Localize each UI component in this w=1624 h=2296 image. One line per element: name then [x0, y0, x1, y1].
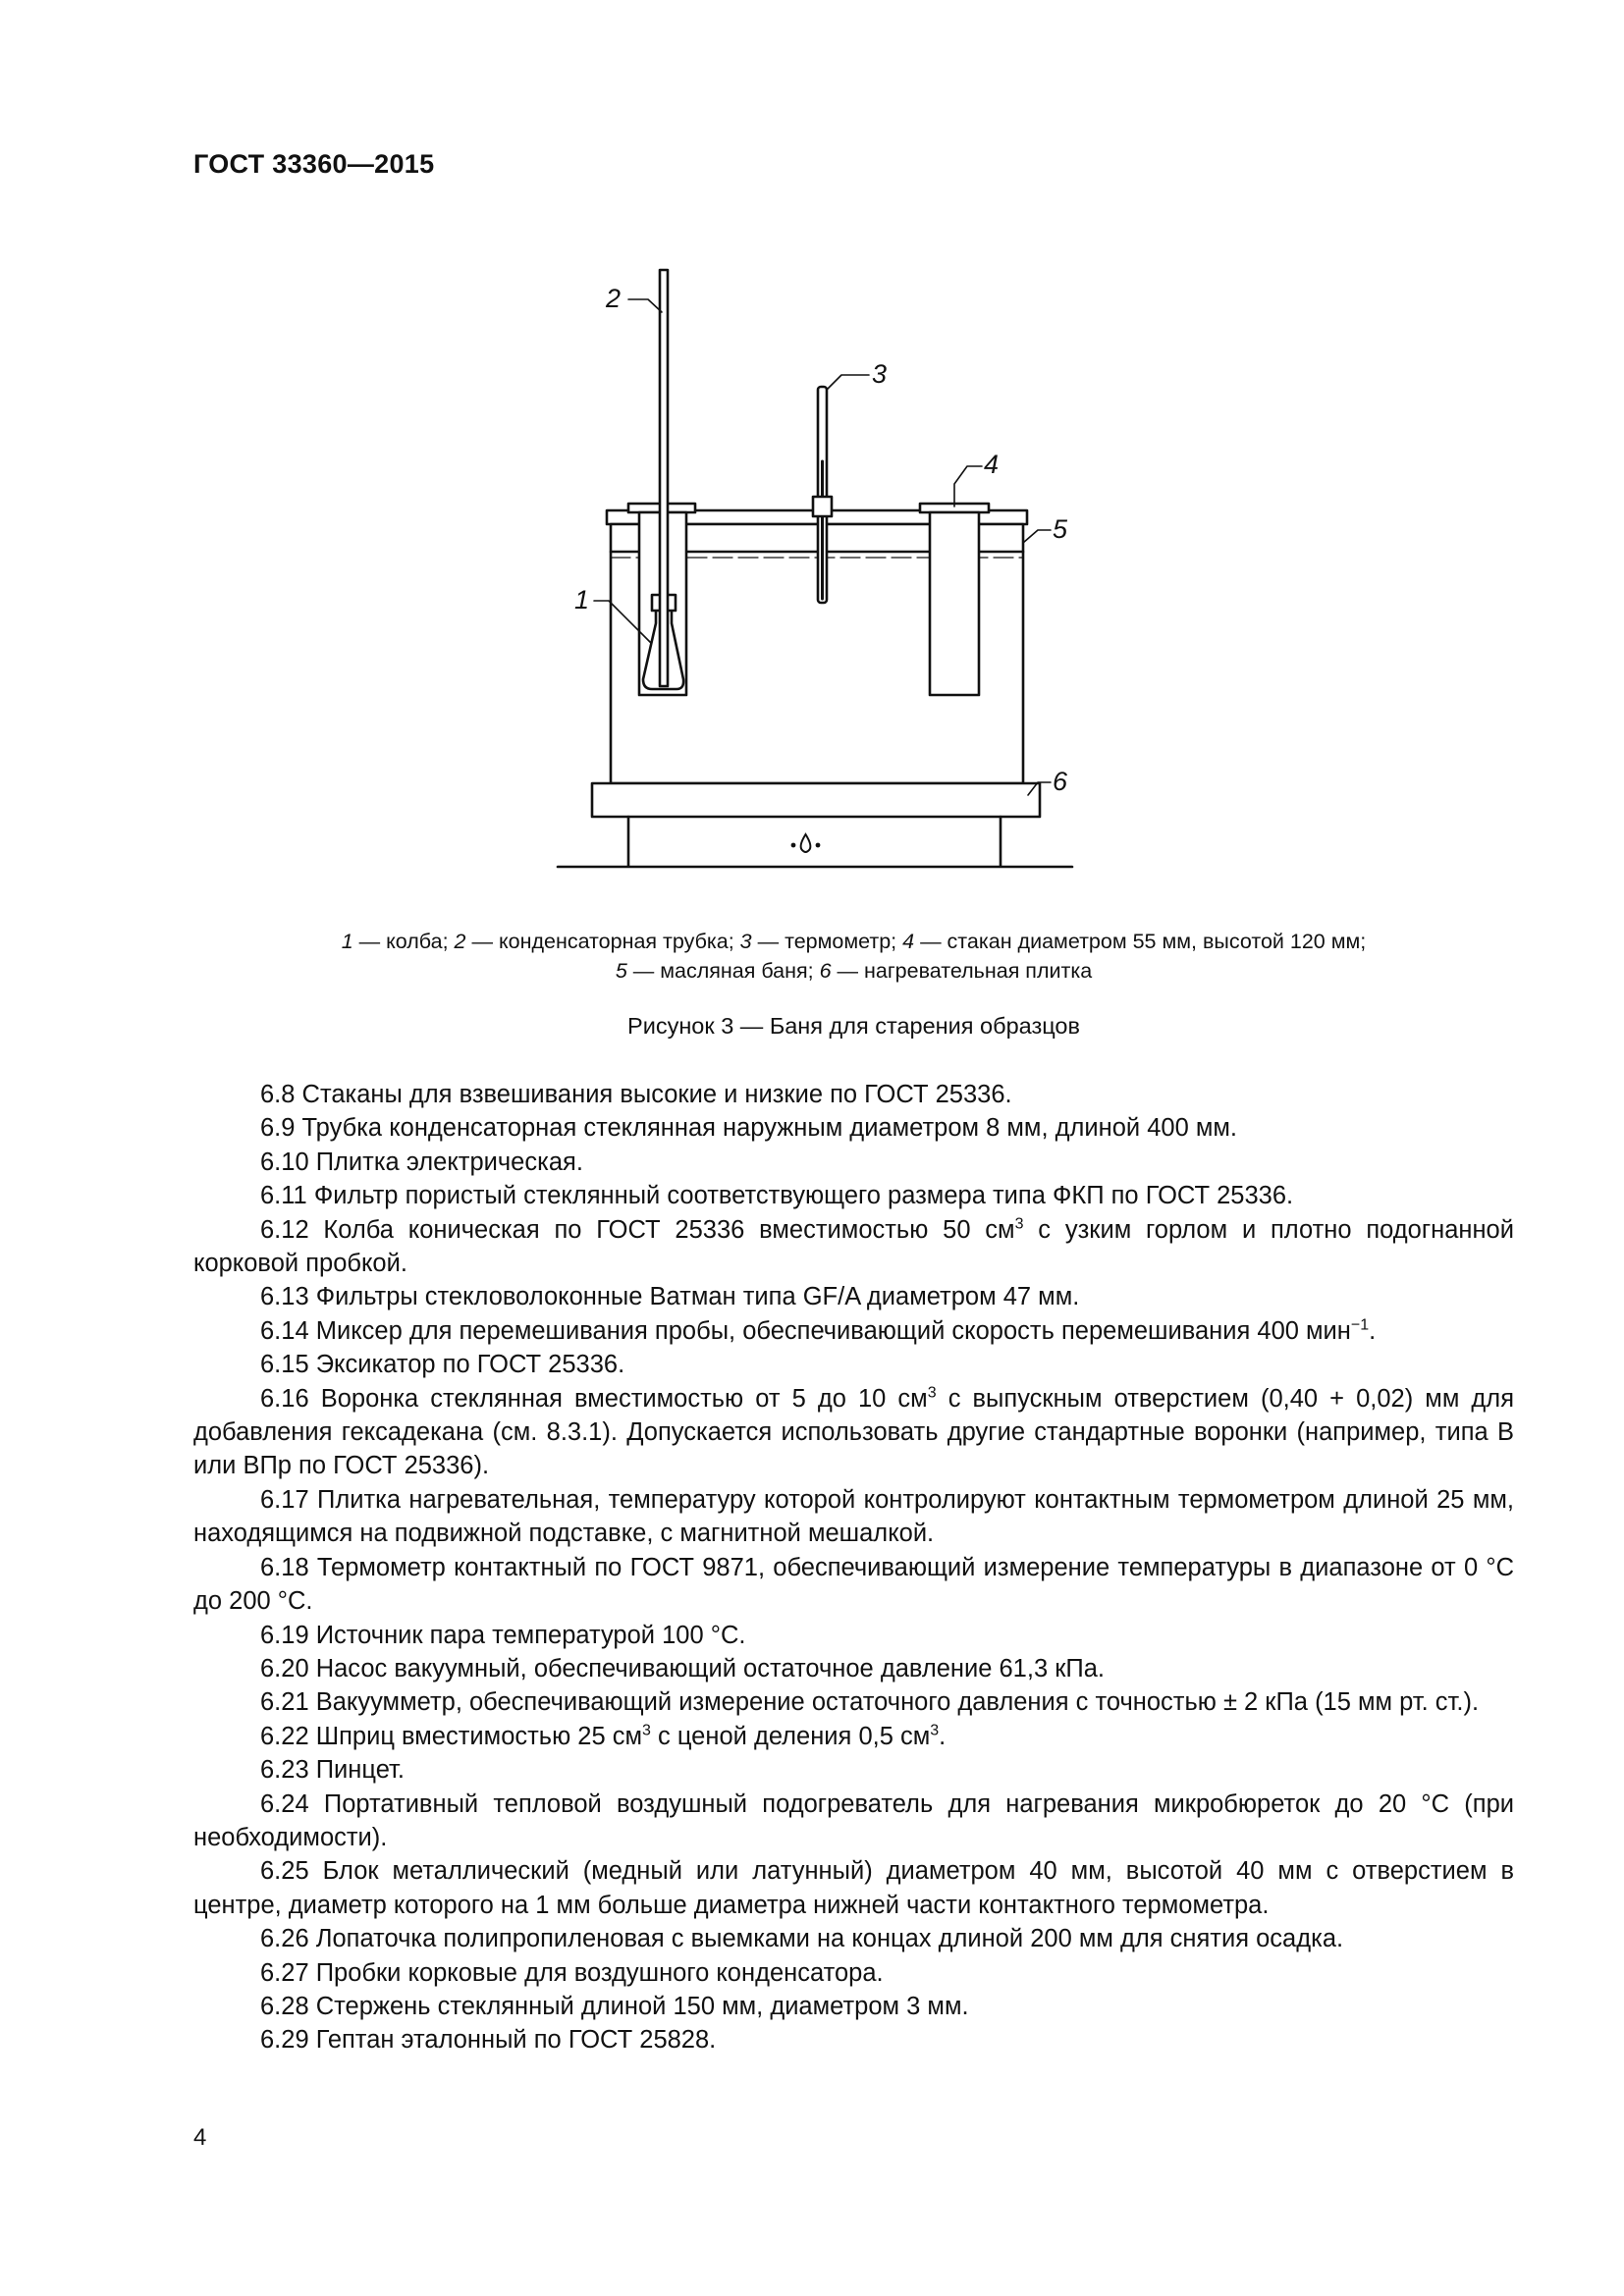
legend-number: 1: [341, 930, 353, 953]
heating-plate: [592, 783, 1040, 817]
callout-5: 5: [1053, 514, 1068, 544]
list-item: [193, 1922, 1514, 1955]
paragraph-text: .: [1369, 1316, 1377, 1345]
legend-line-2: [193, 956, 1514, 986]
callout-leader-4: [954, 466, 982, 507]
heating-symbol-icon: [791, 834, 821, 852]
list-item: [193, 1382, 1514, 1483]
list-item: [193, 1685, 1514, 1719]
paragraph-text: 6.16 Воронка стеклянная вместимостью от 5 до 10 см: [260, 1384, 928, 1413]
paragraph-text: 6.8 Стаканы для взвешивания высокие и низкие по ГОСТ 25336.: [260, 1081, 1012, 1108]
legend-line-1: [193, 927, 1514, 956]
legend-text: — колба;: [352, 930, 455, 953]
list-item: [193, 1956, 1514, 1990]
list-item: [193, 1483, 1514, 1551]
condenser-tube: [660, 270, 668, 686]
figure-legend: [193, 927, 1514, 986]
legend-text: — масляная баня;: [626, 959, 820, 983]
paragraph-text: 6.20 Насос вакуумный, обеспечивающий остаточное давление 61,3 кПа.: [260, 1654, 1105, 1682]
paragraph-text: 6.22 Шприц вместимостью 25 см: [260, 1722, 643, 1750]
legend-text: — нагревательная плитка: [831, 959, 1093, 983]
legend-text: — термометр;: [751, 930, 903, 953]
legend-number: 5: [615, 959, 627, 983]
list-item: [193, 1652, 1514, 1685]
paragraph-text: с ценой деления 0,5 см: [650, 1722, 931, 1750]
list-item: [193, 2023, 1514, 2056]
legend-number: 2: [454, 930, 466, 953]
superscript: 3: [930, 1722, 940, 1739]
paragraph-text: 6.25 Блок металлический (медный или латунный) диаметром 40 мм, высотой 40 мм с отверстием в центре, диаметр которого на 1 мм больше диаметра нижней части контактного термометра.: [193, 1857, 1514, 1919]
figure-aging-bath: [550, 245, 1139, 883]
paragraph-text: 6.24 Портативный тепловой воздушный подогреватель для нагревания микробюреток до 20 °С (при необходимости).: [193, 1789, 1514, 1851]
paragraph-text: 6.28 Стержень стеклянный длиной 150 мм, диаметром 3 мм.: [260, 1992, 969, 2020]
paragraph-text: 6.11 Фильтр пористый стеклянный соответствующего размера типа ФКП по ГОСТ 25336.: [260, 1182, 1294, 1210]
legend-text: — конденсаторная трубка;: [465, 930, 740, 953]
paragraph-text: 6.12 Колба коническая по ГОСТ 25336 вместимостью 50 см: [260, 1215, 1015, 1244]
page-number: 4: [193, 2124, 207, 2151]
callout-6: 6: [1053, 767, 1068, 796]
list-item: [193, 1619, 1514, 1652]
list-item: [193, 1348, 1514, 1381]
callout-3: 3: [872, 359, 888, 389]
paragraph-text: 6.27 Пробки корковые для воздушного конденсатора.: [260, 1958, 884, 1987]
callout-4: 4: [984, 450, 1000, 479]
list-item: [193, 1753, 1514, 1787]
legend-number: 3: [739, 930, 752, 953]
callout-leader-2: [628, 299, 662, 312]
callout-2: 2: [606, 284, 622, 313]
paragraph-text: 6.21 Вакуумметр, обеспечивающий измерение остаточного давления с точностью ± 2 кПа (15 мм рт. ст.).: [260, 1688, 1480, 1717]
list-item: [193, 1078, 1514, 1111]
paragraph-text: 6.10 Плитка электрическая.: [260, 1148, 583, 1176]
superscript: 3: [1014, 1215, 1024, 1233]
aging-bath-diagram: [550, 245, 1139, 883]
equipment-list: [193, 1078, 1514, 2057]
paragraph-text: 6.18 Термометр контактный по ГОСТ 9871, обеспечивающий измерение температуры в диапазоне от 0 °С до 200 °С.: [193, 1553, 1514, 1616]
list-item: [193, 1280, 1514, 1313]
list-item: [193, 1720, 1514, 1753]
paragraph-text: с выпускным отверстием (0,40 + 0,02) мм для добавления гексадекана (см. 8.3.1). Допускается использовать другие стандартные воронки (например, типа В или ВПр по ГОСТ 25336).: [193, 1384, 1514, 1480]
paragraph-text: 6.9 Трубка конденсаторная стеклянная наружным диаметром 8 мм, длиной 400 мм.: [260, 1114, 1238, 1143]
list-item: [193, 1551, 1514, 1619]
thermometer-clamp: [813, 497, 832, 516]
list-item: [193, 1314, 1514, 1348]
paragraph-text: 6.15 Эксикатор по ГОСТ 25336.: [260, 1351, 625, 1379]
callout-leader-5: [1023, 530, 1051, 543]
callout-1: 1: [574, 585, 590, 614]
paragraph-text: 6.29 Гептан эталонный по ГОСТ 25828.: [260, 2026, 717, 2055]
paragraph-text: 6.13 Фильтры стекловолоконные Ватман типа GF/A диаметром 47 мм.: [260, 1283, 1080, 1311]
legend-number: 4: [902, 930, 915, 953]
cup-right: [930, 512, 979, 695]
superscript: 3: [642, 1722, 651, 1739]
paragraph-text: 6.23 Пинцет.: [260, 1756, 405, 1785]
paragraph-text: 6.14 Миксер для перемешивания пробы, обеспечивающий скорость перемешивания 400 мин: [260, 1316, 1351, 1345]
list-item: [193, 1854, 1514, 1922]
list-item: [193, 1990, 1514, 2023]
list-item: [193, 1146, 1514, 1179]
list-item: [193, 1213, 1514, 1281]
paragraph-text: .: [939, 1722, 947, 1750]
list-item: [193, 1179, 1514, 1212]
paragraph-text: с узким горлом и плотно подогнанной корковой пробкой.: [193, 1215, 1514, 1278]
callout-leader-3: [827, 375, 869, 390]
paragraph-text: 6.26 Лопаточка полипропиленовая с выемками на концах длиной 200 мм для снятия осадка.: [260, 1925, 1344, 1953]
list-item: [193, 1111, 1514, 1145]
document-code: ГОСТ 33360—2015: [193, 149, 435, 179]
figure-caption: Рисунок 3 — Баня для старения образцов: [627, 1013, 1080, 1039]
superscript: 3: [927, 1384, 937, 1402]
paragraph-text: 6.17 Плитка нагревательная, температуру которой контролируют контактным термометром длиной 25 мм, находящимся на подвижной подставке, с магнитной мешалкой.: [193, 1485, 1514, 1548]
superscript: −1: [1350, 1316, 1370, 1334]
legend-number: 6: [819, 959, 832, 983]
list-item: [193, 1788, 1514, 1855]
paragraph-text: 6.19 Источник пара температурой 100 °С.: [260, 1621, 746, 1649]
legend-text: — стакан диаметром 55 мм, высотой 120 мм;: [914, 930, 1367, 953]
